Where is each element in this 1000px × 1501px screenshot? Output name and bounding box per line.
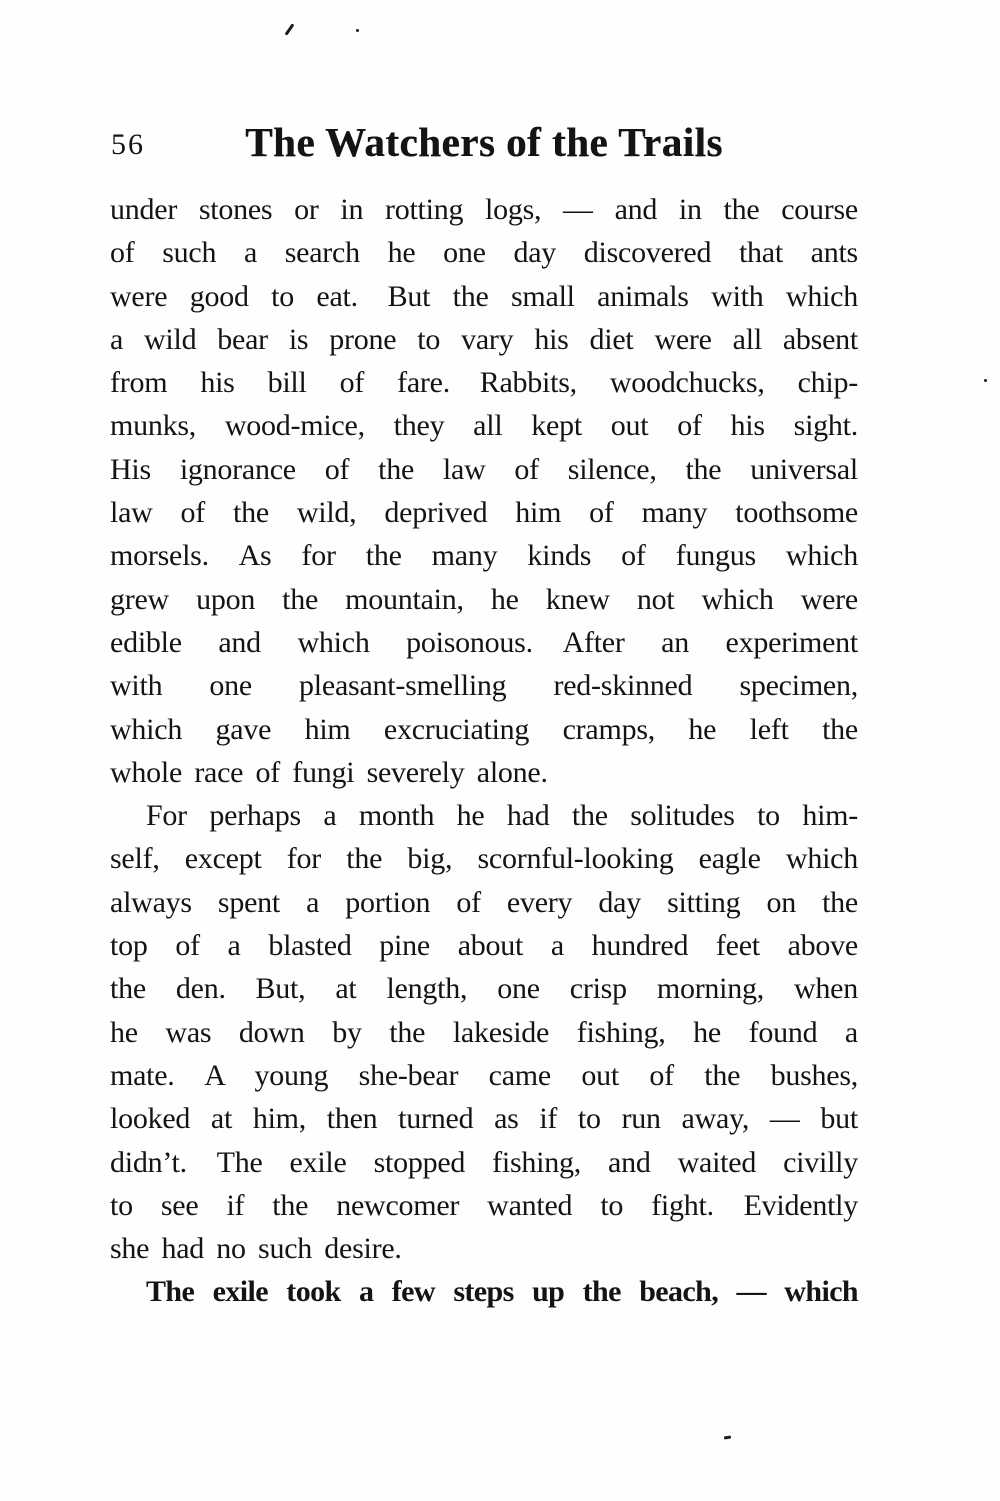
text-line: of such a search he one day discovered that ants: [110, 236, 858, 270]
scan-speck-dash: [724, 1436, 731, 1440]
text-line: under stones or in rotting logs, — and in the course: [110, 193, 858, 226]
text-line: always spent a portion of every day sitting on the: [110, 885, 858, 919]
text-line-paragraph-end: she had no such desire.: [110, 1232, 402, 1266]
text-line: the den. But, at length, one crisp morning, when: [110, 972, 858, 1006]
text-line-paragraph-end: whole race of fungi severely alone.: [110, 755, 548, 789]
text-line: morsels. As for the many kinds of fungus which: [110, 539, 858, 573]
text-line: top of a blasted pine about a hundred feet above: [110, 929, 858, 963]
text-line: law of the wild, deprived him of many toothsome: [110, 496, 858, 530]
text-line: edible and which poisonous. After an experiment: [110, 625, 858, 659]
text-line: were good to eat. But the small animals with which: [110, 279, 858, 313]
scan-speck-dot: [356, 29, 359, 32]
text-line: to see if the newcomer wanted to fight. Evidently: [110, 1188, 858, 1222]
body-text: [110, 188, 858, 1314]
scan-speck-dot: [984, 379, 987, 382]
text-line: from his bill of fare. Rabbits, woodchucks, chip-: [110, 366, 858, 400]
text-line: His ignorance of the law of silence, the universal: [110, 452, 858, 486]
text-line: a wild bear is prone to vary his diet were all absent: [110, 322, 858, 356]
text-line: looked at him, then turned as if to run away, — but: [110, 1102, 858, 1136]
text-line: munks, wood-mice, they all kept out of his sight.: [110, 409, 858, 443]
scan-speck-tick: [285, 23, 295, 35]
text-line: grew upon the mountain, he knew not which were: [110, 582, 858, 616]
text-line: mate. A young she-bear came out of the bushes,: [110, 1058, 858, 1092]
page-number: 56: [111, 128, 145, 161]
text-line: with one pleasant-smelling red-skinned specimen,: [110, 669, 858, 703]
text-line: didn’t. The exile stopped fishing, and waited civilly: [110, 1145, 858, 1179]
text-line: he was down by the lakeside fishing, he found a: [110, 1015, 858, 1049]
text-line: which gave him excruciating cramps, he left the: [110, 712, 858, 746]
running-head-title: The Watchers of the Trails: [245, 119, 723, 165]
text-line: self, except for the big, scornful-looking eagle which: [110, 842, 858, 876]
text-line-paragraph-start: The exile took a few steps up the beach, — which: [146, 1275, 858, 1309]
text-line-paragraph-start: For perhaps a month he had the solitudes to him-: [146, 799, 858, 833]
